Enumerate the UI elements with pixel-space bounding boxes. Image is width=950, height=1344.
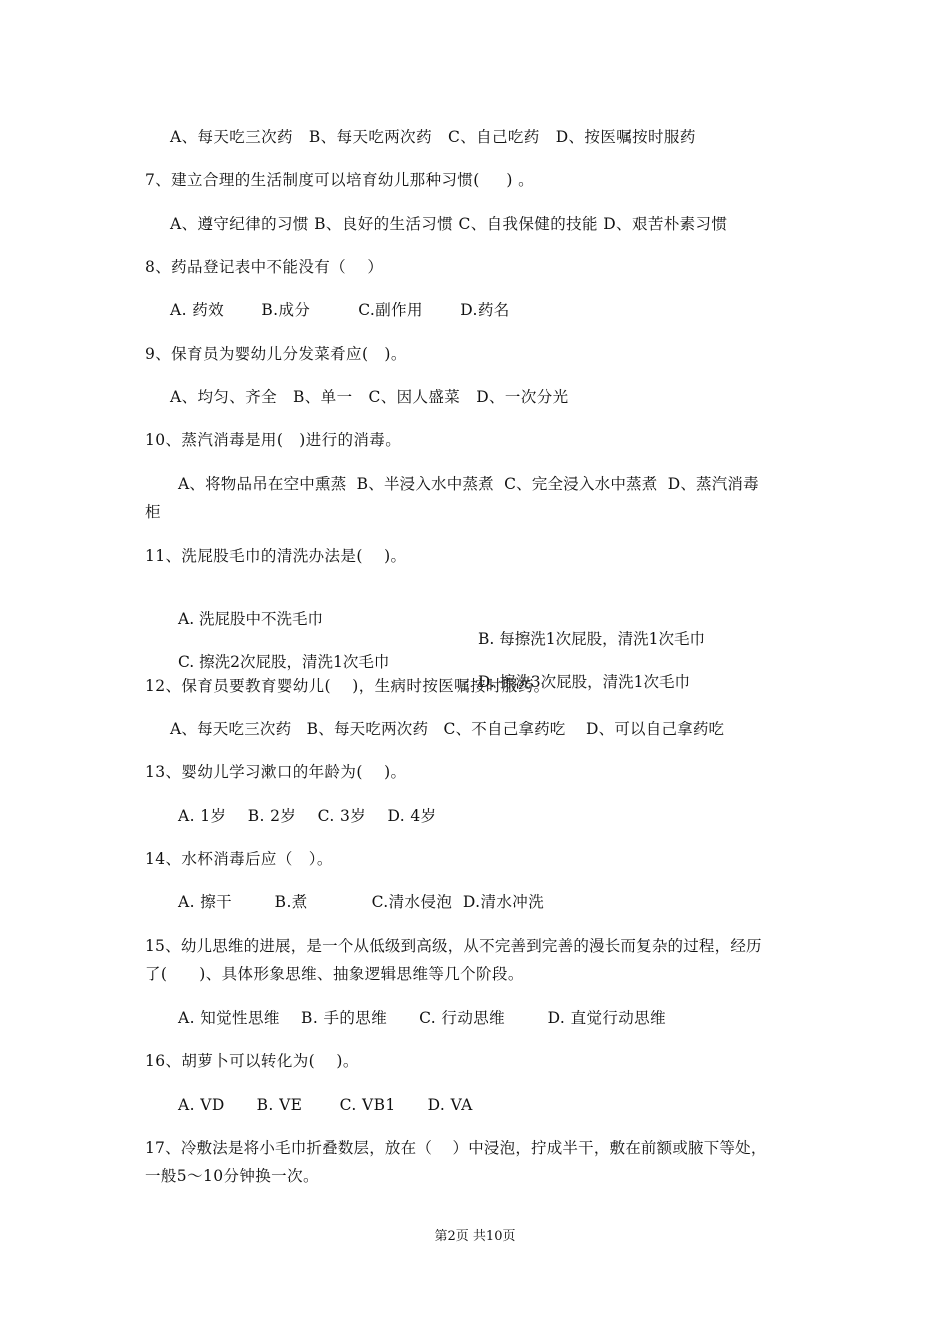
q12-options: A、每天吃三次药 B、每天吃两次药 C、不自己拿药吃 D、可以自己拿药吃: [170, 720, 725, 738]
q11-option-d: D. 擦洗3次屁股，清洗1次毛巾: [478, 673, 690, 691]
q8-options: A. 药效 B.成分 C.副作用 D.药名: [170, 301, 510, 319]
question-11: 11、洗屁股毛巾的清洗办法是( )。: [145, 547, 407, 565]
q11-option-a: A. 洗屁股中不洗毛巾: [178, 610, 324, 628]
q7-options: A、遵守纪律的习惯 B、良好的生活习惯 C、自我保健的技能 D、艰苦朴素习惯: [170, 215, 728, 233]
q14-options: A. 擦干 B.煮 C.清水侵泡 D.清水冲洗: [178, 893, 545, 911]
q15-options: A. 知觉性思维 B. 手的思维 C. 行动思维 D. 直觉行动思维: [178, 1009, 666, 1027]
q11-options-row-2: [0, 632, 950, 712]
q10-options: A、将物品吊在空中熏蒸 B、半浸入水中蒸煮 C、完全浸入水中蒸煮 D、蒸汽消毒: [178, 475, 759, 493]
question-15: 15、幼儿思维的进展，是一个从低级到高级，从不完善到完善的漫长而复杂的过程，经历: [145, 937, 762, 955]
question-10: 10、蒸汽消毒是用( )进行的消毒。: [145, 431, 402, 449]
question-17: 17、冷敷法是将小毛巾折叠数层，放在（ ）中浸泡，拧成半干，敷在前额或腋下等处，: [145, 1139, 767, 1157]
q6-options: A、每天吃三次药 B、每天吃两次药 C、自己吃药 D、按医嘱按时服药: [170, 128, 696, 146]
question-17-wrap: 一般5～10分钟换一次。: [145, 1167, 319, 1185]
question-15-wrap: 了( )、具体形象思维、抽象逻辑思维等几个阶段。: [145, 965, 524, 983]
question-13: 13、婴幼儿学习漱口的年龄为( )。: [145, 763, 407, 781]
q10-options-wrap: 柜: [145, 503, 161, 521]
question-14: 14、水杯消毒后应（ ）。: [145, 850, 333, 868]
question-8: 8、药品登记表中不能没有（ ）: [145, 258, 384, 276]
question-7: 7、建立合理的生活制度可以培育幼儿那种习惯( ) 。: [145, 171, 535, 189]
page-footer: 第2页 共10页: [434, 1229, 516, 1244]
question-9: 9、保育员为婴幼儿分发菜肴应( )。: [145, 345, 407, 363]
q9-options: A、均匀、齐全 B、单一 C、因人盛菜 D、一次分光: [170, 388, 569, 406]
q13-options: A. 1岁 B. 2岁 C. 3岁 D. 4岁: [178, 807, 437, 825]
q11-option-c: C. 擦洗2次屁股，清洗1次毛巾: [178, 653, 390, 671]
q16-options: A. VD B. VE C. VB1 D. VA: [178, 1096, 473, 1114]
question-12: 12、保育员要教育婴幼儿( )，生病时按医嘱按时服药。: [145, 677, 550, 695]
question-16: 16、胡萝卜可以转化为( )。: [145, 1052, 359, 1070]
q11-option-b: B. 每擦洗1次屁股，清洗1次毛巾: [478, 630, 705, 648]
